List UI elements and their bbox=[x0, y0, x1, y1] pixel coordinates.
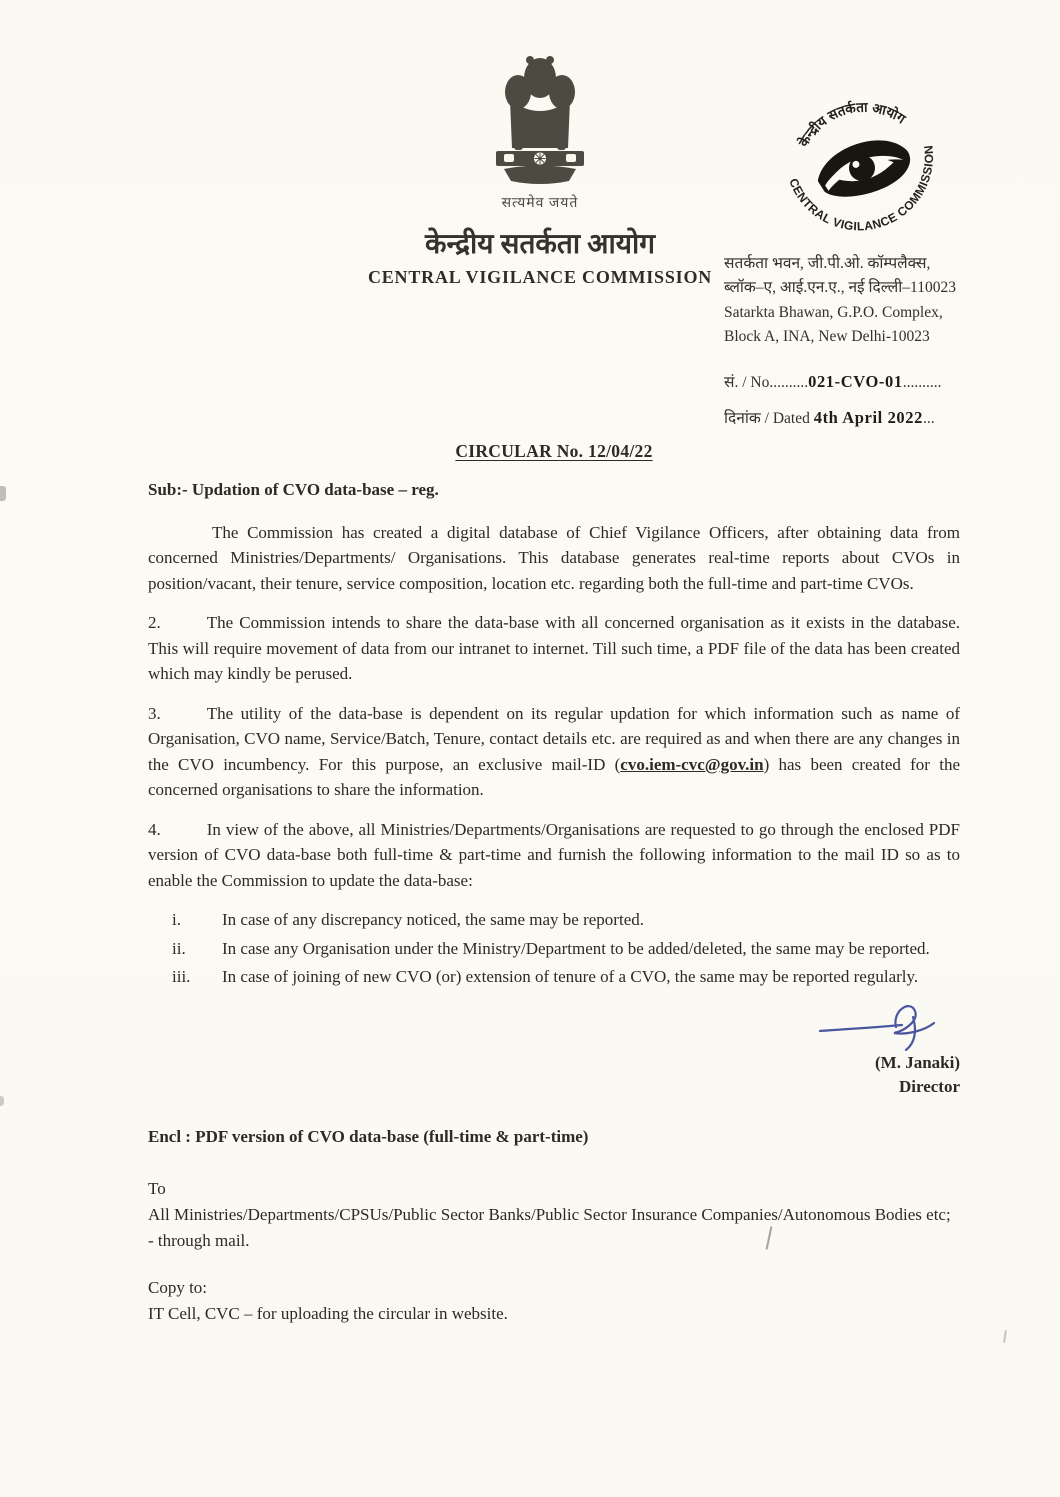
reference-number: 021-CVO-01 bbox=[808, 372, 903, 391]
list-item-text: In case any Organisation under the Ministry/Department to be added/deleted, the same may be reported. bbox=[222, 938, 930, 958]
paragraph-4 bbox=[148, 817, 960, 894]
email-address: cvo.iem-cvc@gov.in bbox=[620, 754, 764, 774]
address-line-hindi-1: सतर्कता भवन, जी.पी.ओ. कॉम्पलैक्स, bbox=[724, 255, 931, 272]
reference-trail: .......... bbox=[902, 374, 942, 391]
signatory-name: (M. Janaki) bbox=[875, 1052, 960, 1072]
date-trail: ... bbox=[922, 410, 935, 427]
paragraph-3 bbox=[148, 701, 960, 803]
date-line bbox=[724, 406, 935, 428]
address-line-english-2: Block A, INA, New Delhi-10023 bbox=[724, 328, 930, 346]
paragraph-3-text: The utility of the data-base is dependent on its regular updation for which information such as name of Organisation, CVO name, Service/Batch, Tenure, contact details etc. are required as and when there are any changes in the CVO incumbency. For this purpose, an exclusive mail-ID ( bbox=[148, 703, 960, 774]
subject-line: Sub:- Updation of CVO data-base – reg. bbox=[148, 480, 439, 500]
copy-label: Copy to: bbox=[148, 1278, 208, 1298]
reference-number-line bbox=[724, 370, 941, 392]
list-item-number: ii. bbox=[172, 938, 186, 958]
to-text: All Ministries/Departments/CPSUs/Public Sector Banks/Public Sector Insurance Companies/Autonomous Bodies etc; - through mail. bbox=[148, 1205, 951, 1250]
list-item-number: i. bbox=[172, 910, 181, 930]
ashoka-lions-icon bbox=[476, 48, 604, 186]
paragraph-3-text-end: ) has been created for the concerned organisations to share the information. bbox=[148, 754, 960, 800]
org-name-english: CENTRAL VIGILANCE COMMISSION bbox=[367, 267, 713, 287]
addressee-block bbox=[148, 1176, 960, 1254]
scan-artifact bbox=[0, 1096, 4, 1106]
address-line-hindi-2: ब्लॉक–ए, आई.एन.ए., नई दिल्ली–110023 bbox=[724, 279, 956, 297]
list-item bbox=[148, 936, 960, 962]
cvc-logo-icon bbox=[770, 76, 954, 260]
handwritten-signature-icon bbox=[816, 993, 956, 1051]
paragraph-3-number: 3. bbox=[148, 703, 161, 723]
copy-block bbox=[148, 1275, 960, 1326]
reference-label: सं. / No.......... bbox=[724, 374, 809, 391]
list-item-number: iii. bbox=[172, 967, 191, 987]
points-list bbox=[148, 907, 960, 990]
address-line-english-1: Satarkta Bhawan, G.P.O. Complex, bbox=[724, 303, 943, 321]
list-item bbox=[148, 964, 960, 990]
paragraph-4-number: 4. bbox=[148, 819, 161, 839]
date-value: 4th April 2022 bbox=[813, 408, 923, 427]
paragraph-4-text: In view of the above, all Ministries/Departments/Organisations are requested to go through the enclosed PDF version of CVO data-base both full-time & part-time and furnish the following information to the mail ID so as to enable the Commission to update the data-base: bbox=[148, 819, 960, 890]
enclosure-line: Encl : PDF version of CVO data-base (full-time & part-time) bbox=[148, 1127, 589, 1147]
scan-artifact bbox=[1003, 1330, 1007, 1343]
copy-text: IT Cell, CVC – for uploading the circular in website. bbox=[148, 1303, 508, 1323]
org-names bbox=[330, 224, 750, 288]
paragraph-2-text: The Commission intends to share the data-base with all concerned organisation as it exists in the database. This will require movement of data from our intranet to internet. Till such time, a PDF file of the data has been created which may kindly be perused. bbox=[148, 613, 960, 684]
paragraph-1: The Commission has created a digital database of Chief Vigilance Officers, after obtaining data from concerned Ministries/Departments/ Organisations. This database generates real-time reports about CVOs in position/vacant, their tenure, service composition, location etc. regarding both the full-time and part-time CVOs. bbox=[148, 522, 960, 593]
list-item bbox=[148, 907, 960, 933]
list-item-text: In case of any discrepancy noticed, the same may be reported. bbox=[222, 910, 644, 930]
date-label: दिनांक / Dated bbox=[724, 410, 814, 427]
emblem-motto: सत्यमेव जयते bbox=[501, 196, 579, 211]
signature-block bbox=[148, 993, 960, 1099]
org-name-hindi: केन्द्रीय सतर्कता आयोग bbox=[425, 229, 655, 260]
national-emblem bbox=[468, 48, 612, 212]
circular-title: CIRCULAR No. 12/04/22 bbox=[455, 441, 653, 461]
to-label: To bbox=[148, 1178, 166, 1198]
logo-text-hindi: केन्द्रीय सतर्कता आयोग bbox=[795, 99, 909, 150]
paragraph-2 bbox=[148, 610, 960, 687]
logo-text-english: CENTRAL VIGILANCE COMMISSION bbox=[786, 144, 937, 234]
address-block bbox=[724, 252, 1040, 350]
paragraph-2-number: 2. bbox=[148, 613, 161, 633]
signatory-designation: Director bbox=[898, 1076, 960, 1096]
scan-artifact bbox=[0, 486, 6, 501]
circular-body bbox=[148, 438, 960, 1326]
list-item-text: In case of joining of new CVO (or) extension of tenure of a CVO, the same may be reported regularly. bbox=[222, 967, 919, 987]
